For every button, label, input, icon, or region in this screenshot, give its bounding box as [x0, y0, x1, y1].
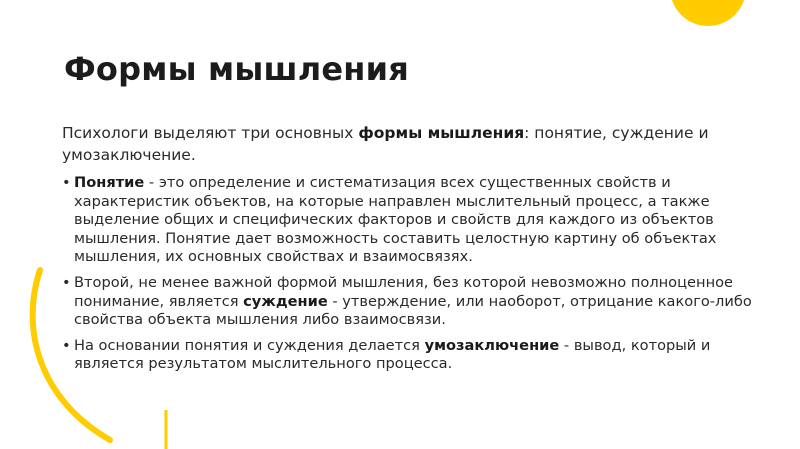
- bullet-lead: Второй, не менее важной формой мышления, без которой невозможно полноценное понимание, является: [74, 273, 734, 310]
- bullet-item-judgment: [62, 274, 752, 330]
- bullet-text: - это определение и систематизация всех существенных свойств и характеристик объектов, на которые направлен мыслительный процесс, а также выделение общих и специфических факторов и свойств для каждого из объектов мышления. Понятие дает возможность составить целостную картину об объектах мышления, их основных свойствах и взаимосвязях.: [74, 174, 717, 266]
- intro-bold-term: формы мышления: [358, 124, 525, 142]
- yellow-circle-decoration: [670, 0, 746, 26]
- bullet-bold-term: суждение: [243, 292, 328, 310]
- bullet-item-concept: [62, 174, 752, 267]
- intro-text-before: Психологи выделяют три основных: [62, 124, 359, 142]
- bullet-bold-term: Понятие: [74, 174, 145, 191]
- bullet-bold-term: умозаключение: [424, 336, 560, 354]
- slide-title: Формы мышления: [64, 50, 409, 88]
- intro-paragraph: [62, 122, 752, 166]
- bullet-item-inference: [62, 337, 752, 374]
- intro-text-after: : понятие, суждение и умозаключение.: [62, 124, 709, 164]
- bullet-lead: На основании понятия и суждения делается: [74, 336, 425, 354]
- bullet-text: - утверждение, или наоборот, отрицание какого-либо свойства объекта мышления либо взаимосвязи.: [74, 292, 752, 329]
- bullet-marker: •: [62, 174, 71, 191]
- bullet-text: - вывод, который и является результатом мыслительного процесса.: [74, 336, 711, 373]
- bullet-marker: •: [62, 336, 71, 354]
- bullet-marker: •: [62, 273, 71, 291]
- slide-content: [62, 122, 752, 381]
